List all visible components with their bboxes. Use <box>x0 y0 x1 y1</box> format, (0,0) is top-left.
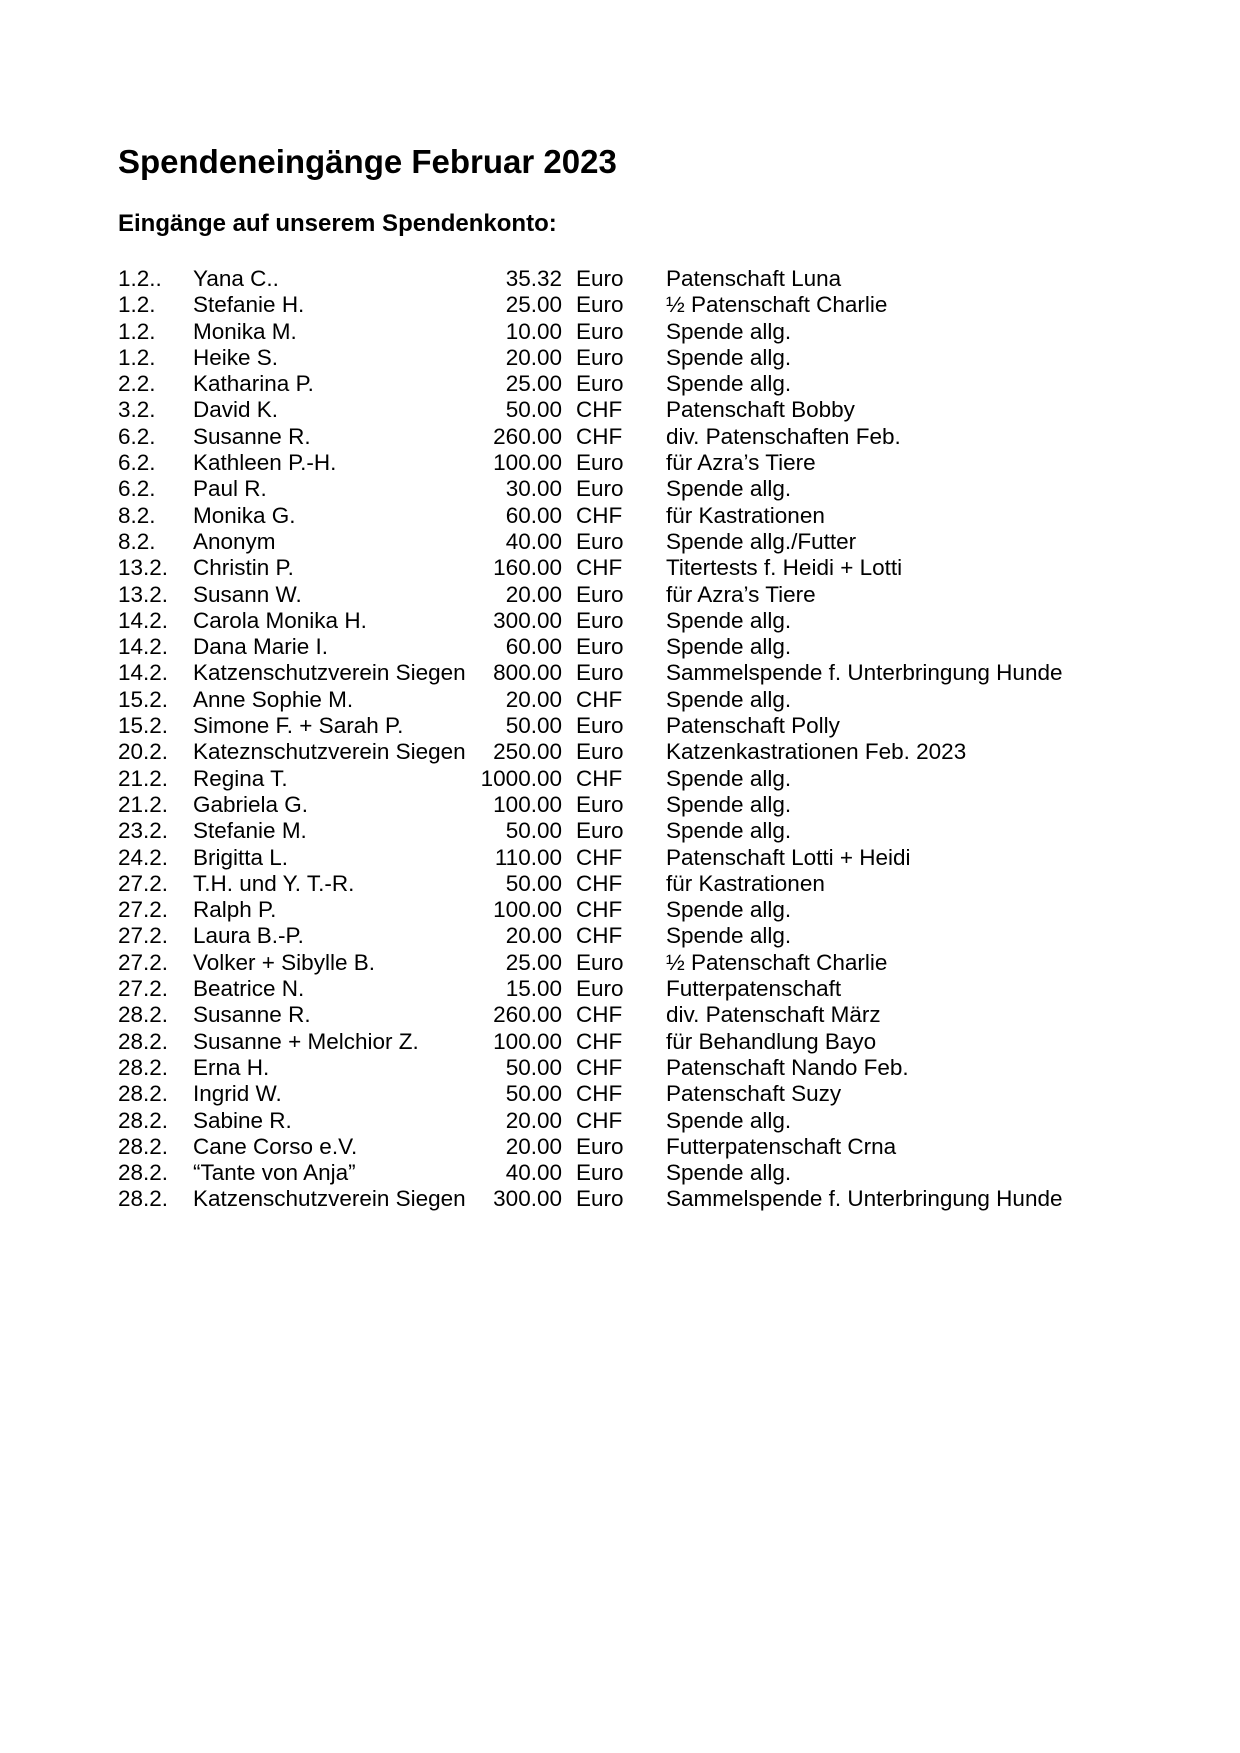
donation-amount: 20.00 <box>505 581 562 607</box>
donation-date: 27.2. <box>118 897 169 923</box>
donation-row <box>0 450 1240 476</box>
donation-date: 28.2. <box>118 1054 169 1080</box>
donor-name: David K. <box>193 397 279 423</box>
donation-currency: Euro <box>576 791 624 817</box>
donation-purpose: Sammelspende f. Unterbringung Hunde <box>666 1186 1063 1212</box>
donation-currency: CHF <box>576 923 623 949</box>
donation-purpose: Spende allg. <box>666 1107 792 1133</box>
donation-row <box>0 818 1240 844</box>
donation-row <box>0 397 1240 423</box>
donation-purpose: Spende allg. <box>666 318 792 344</box>
donor-name: Beatrice N. <box>193 976 305 1002</box>
donor-name: Cane Corso e.V. <box>193 1133 358 1159</box>
donation-date: 13.2. <box>118 581 169 607</box>
donation-purpose: Titertests f. Heidi + Lotti <box>666 555 903 581</box>
page-title: Spendeneingänge Februar 2023 <box>118 143 617 180</box>
donation-purpose: Spende allg. <box>666 897 792 923</box>
donation-amount: 40.00 <box>505 528 562 554</box>
donation-amount: 20.00 <box>505 1133 562 1159</box>
donation-purpose: für Kastrationen <box>666 502 825 528</box>
donor-name: Susanne R. <box>193 1002 311 1028</box>
donation-purpose: Spende allg. <box>666 634 792 660</box>
donation-amount: 20.00 <box>505 923 562 949</box>
donation-purpose: Futterpatenschaft <box>666 976 842 1002</box>
donation-row <box>0 897 1240 923</box>
donation-amount: 30.00 <box>505 476 562 502</box>
donor-name: Stefanie H. <box>193 292 305 318</box>
donation-currency: Euro <box>576 739 624 765</box>
donation-purpose: für Kastrationen <box>666 870 825 896</box>
donation-currency: Euro <box>576 266 624 291</box>
donor-name: Christin P. <box>193 555 294 581</box>
donor-name: Heike S. <box>193 344 279 370</box>
donation-currency: Euro <box>576 344 624 370</box>
donation-date: 1.2.. <box>118 266 162 291</box>
donor-name: Monika M. <box>193 318 297 344</box>
donation-amount: 50.00 <box>505 870 562 896</box>
donor-name: Brigitta L. <box>193 844 289 870</box>
donation-row <box>0 319 1240 345</box>
donation-amount: 50.00 <box>505 1054 562 1080</box>
donation-row <box>0 1029 1240 1055</box>
donation-date: 14.2. <box>118 634 169 660</box>
donation-row <box>0 950 1240 976</box>
donation-currency: Euro <box>576 607 624 633</box>
donation-currency: CHF <box>576 555 623 581</box>
donation-purpose: Spende allg. <box>666 765 792 791</box>
donation-date: 28.2. <box>118 1186 169 1212</box>
donation-amount: 25.00 <box>505 949 562 975</box>
donation-purpose: Patenschaft Nando Feb. <box>666 1054 909 1080</box>
donor-name: Susanne R. <box>193 423 311 449</box>
donation-amount: 50.00 <box>505 397 562 423</box>
donation-date: 21.2. <box>118 765 169 791</box>
donation-amount: 100.00 <box>493 450 562 476</box>
donation-currency: CHF <box>576 897 623 923</box>
donation-row <box>0 792 1240 818</box>
donation-amount: 50.00 <box>505 818 562 844</box>
donation-currency: Euro <box>576 450 624 476</box>
donation-row <box>0 476 1240 502</box>
donation-row <box>0 871 1240 897</box>
donor-name: Anonym <box>193 528 276 554</box>
donation-currency: CHF <box>576 844 623 870</box>
donation-date: 23.2. <box>118 818 169 844</box>
donation-date: 8.2. <box>118 502 156 528</box>
donor-name: Kathleen P.-H. <box>193 450 337 476</box>
donation-date: 6.2. <box>118 423 156 449</box>
donation-row <box>0 608 1240 634</box>
donation-amount: 250.00 <box>493 739 562 765</box>
donation-currency: Euro <box>576 318 624 344</box>
donation-amount: 160.00 <box>493 555 562 581</box>
donation-date: 1.2. <box>118 292 156 318</box>
donation-date: 6.2. <box>118 476 156 502</box>
donation-amount: 25.00 <box>505 292 562 318</box>
donation-row <box>0 1134 1240 1160</box>
donation-currency: Euro <box>576 634 624 660</box>
donor-name: Katzenschutzverein Siegen <box>193 1186 466 1212</box>
donor-name: Dana Marie I. <box>193 634 329 660</box>
donation-purpose: Spende allg. <box>666 791 792 817</box>
donation-date: 20.2. <box>118 739 169 765</box>
donation-currency: CHF <box>576 1002 623 1028</box>
donor-name: Ralph P. <box>193 897 277 923</box>
donation-date: 27.2. <box>118 949 169 975</box>
donation-amount: 260.00 <box>493 1002 562 1028</box>
section-heading: Eingänge auf unserem Spendenkonto: <box>118 210 557 237</box>
donation-date: 15.2. <box>118 713 169 739</box>
donation-purpose: div. Patenschaft März <box>666 1002 881 1028</box>
donation-currency: Euro <box>576 292 624 318</box>
donation-row <box>0 1002 1240 1028</box>
donation-amount: 25.00 <box>505 371 562 397</box>
donation-date: 6.2. <box>118 450 156 476</box>
donation-currency: CHF <box>576 765 623 791</box>
donation-row <box>0 660 1240 686</box>
donation-purpose: Spende allg./Futter <box>666 528 857 554</box>
donation-purpose: Patenschaft Suzy <box>666 1081 842 1107</box>
donor-name: Regina T. <box>193 765 288 791</box>
donation-row <box>0 424 1240 450</box>
donation-row <box>0 529 1240 555</box>
donation-row <box>0 1055 1240 1081</box>
donation-currency: Euro <box>576 660 624 686</box>
donation-currency: Euro <box>576 818 624 844</box>
donation-row <box>0 766 1240 792</box>
donation-purpose: Patenschaft Bobby <box>666 397 855 423</box>
donation-amount: 40.00 <box>505 1160 562 1186</box>
donation-currency: Euro <box>576 1186 624 1212</box>
donation-currency: Euro <box>576 949 624 975</box>
donation-amount: 300.00 <box>493 607 562 633</box>
donation-purpose: Spende allg. <box>666 923 792 949</box>
donor-name: Katzenschutzverein Siegen <box>193 660 466 686</box>
donation-amount: 110.00 <box>494 844 562 870</box>
donation-currency: Euro <box>576 476 624 502</box>
donation-amount: 50.00 <box>505 1081 562 1107</box>
donation-currency: Euro <box>576 1160 624 1186</box>
donation-amount: 10.00 <box>505 318 562 344</box>
donation-row <box>0 1186 1240 1212</box>
donor-name: Monika G. <box>193 502 296 528</box>
donation-amount: 100.00 <box>493 897 562 923</box>
donation-currency: Euro <box>576 371 624 397</box>
donation-currency: CHF <box>576 423 623 449</box>
donation-row <box>0 582 1240 608</box>
donation-date: 13.2. <box>118 555 169 581</box>
donor-name: T.H. und Y. T.-R. <box>193 870 355 896</box>
donation-purpose: Patenschaft Luna <box>666 266 842 291</box>
donation-date: 28.2. <box>118 1160 169 1186</box>
donation-amount: 100.00 <box>493 791 562 817</box>
donation-amount: 15.00 <box>505 976 562 1002</box>
donation-currency: CHF <box>576 1107 623 1133</box>
donation-date: 27.2. <box>118 976 169 1002</box>
donation-currency: Euro <box>576 976 624 1002</box>
donation-currency: CHF <box>576 870 623 896</box>
donation-row <box>0 292 1240 318</box>
donor-name: Susanne + Melchior Z. <box>193 1028 419 1054</box>
donation-date: 28.2. <box>118 1133 169 1159</box>
donation-purpose: für Azra’s Tiere <box>666 450 816 476</box>
donation-row <box>0 1160 1240 1186</box>
donation-date: 14.2. <box>118 607 169 633</box>
donation-amount: 260.00 <box>493 423 562 449</box>
donation-date: 3.2. <box>118 397 156 423</box>
donation-row <box>0 687 1240 713</box>
donation-row <box>0 634 1240 660</box>
donation-date: 8.2. <box>118 528 156 554</box>
donation-date: 28.2. <box>118 1107 169 1133</box>
donation-purpose: div. Patenschaften Feb. <box>666 423 901 449</box>
donation-date: 21.2. <box>118 791 169 817</box>
donation-date: 28.2. <box>118 1028 169 1054</box>
donation-amount: 60.00 <box>505 634 562 660</box>
donor-name: Volker + Sibylle B. <box>193 949 375 975</box>
donation-amount: 60.00 <box>505 502 562 528</box>
donation-date: 27.2. <box>118 870 169 896</box>
donation-row <box>0 345 1240 371</box>
donation-purpose: Sammelspende f. Unterbringung Hunde <box>666 660 1063 686</box>
donation-currency: CHF <box>576 502 623 528</box>
donation-row <box>0 713 1240 739</box>
donation-currency: CHF <box>576 1054 623 1080</box>
donation-date: 27.2. <box>118 923 169 949</box>
donor-name: Carola Monika H. <box>193 607 367 633</box>
donor-name: Yana C.. <box>193 266 279 291</box>
donor-name: Gabriela G. <box>193 791 309 817</box>
donation-amount: 35.32 <box>505 266 562 291</box>
donation-amount: 20.00 <box>505 686 562 712</box>
donation-date: 14.2. <box>118 660 169 686</box>
donation-amount: 20.00 <box>505 344 562 370</box>
donation-amount: 300.00 <box>493 1186 562 1212</box>
donation-row <box>0 1108 1240 1134</box>
donation-amount: 1000.00 <box>480 765 562 791</box>
donation-currency: CHF <box>576 1081 623 1107</box>
donation-currency: Euro <box>576 528 624 554</box>
donation-purpose: Spende allg. <box>666 818 792 844</box>
donation-purpose: für Behandlung Bayo <box>666 1028 877 1054</box>
donation-currency: CHF <box>576 686 623 712</box>
donor-name: Katharina P. <box>193 371 314 397</box>
donation-date: 15.2. <box>118 686 169 712</box>
donation-date: 1.2. <box>118 318 156 344</box>
donation-date: 1.2. <box>118 344 156 370</box>
donor-name: Sabine R. <box>193 1107 292 1133</box>
donation-purpose: Patenschaft Lotti + Heidi <box>666 844 911 870</box>
donation-row <box>0 845 1240 871</box>
donation-list <box>0 266 1240 1213</box>
donation-row <box>0 739 1240 765</box>
donation-date: 28.2. <box>118 1081 169 1107</box>
donation-date: 24.2. <box>118 844 169 870</box>
donation-date: 28.2. <box>118 1002 169 1028</box>
donor-name: Erna H. <box>193 1054 270 1080</box>
donor-name: Paul R. <box>193 476 267 502</box>
donor-name: Ingrid W. <box>193 1081 282 1107</box>
donation-currency: Euro <box>576 713 624 739</box>
donation-amount: 50.00 <box>505 713 562 739</box>
donation-purpose: für Azra’s Tiere <box>666 581 816 607</box>
donation-purpose: Spende allg. <box>666 371 792 397</box>
donor-name: Stefanie M. <box>193 818 307 844</box>
donation-amount: 100.00 <box>493 1028 562 1054</box>
donation-purpose: Futterpatenschaft Crna <box>666 1133 897 1159</box>
donation-purpose: Spende allg. <box>666 607 792 633</box>
donation-purpose: Patenschaft Polly <box>666 713 840 739</box>
donation-date: 2.2. <box>118 371 156 397</box>
donation-purpose: ½ Patenschaft Charlie <box>666 292 888 318</box>
donation-amount: 20.00 <box>505 1107 562 1133</box>
donation-purpose: Spende allg. <box>666 1160 792 1186</box>
donation-purpose: ½ Patenschaft Charlie <box>666 949 888 975</box>
donation-row <box>0 503 1240 529</box>
donation-currency: Euro <box>576 581 624 607</box>
donor-name: Kateznschutzverein Siegen <box>193 739 466 765</box>
donation-purpose: Spende allg. <box>666 476 792 502</box>
donation-purpose: Katzenkastrationen Feb. 2023 <box>666 739 967 765</box>
donation-purpose: Spende allg. <box>666 344 792 370</box>
donation-row <box>0 371 1240 397</box>
donor-name: “Tante von Anja” <box>193 1160 356 1186</box>
donation-currency: CHF <box>576 397 623 423</box>
donation-row <box>0 976 1240 1002</box>
donor-name: Laura B.-P. <box>193 923 304 949</box>
donation-row <box>0 1081 1240 1107</box>
donor-name: Anne Sophie M. <box>193 686 354 712</box>
donation-row <box>0 266 1240 292</box>
donor-name: Simone F. + Sarah P. <box>193 713 404 739</box>
donation-row <box>0 923 1240 949</box>
donation-purpose: Spende allg. <box>666 686 792 712</box>
donation-currency: CHF <box>576 1028 623 1054</box>
donor-name: Susann W. <box>193 581 302 607</box>
donation-currency: Euro <box>576 1133 624 1159</box>
donation-row <box>0 555 1240 581</box>
donation-amount: 800.00 <box>493 660 562 686</box>
